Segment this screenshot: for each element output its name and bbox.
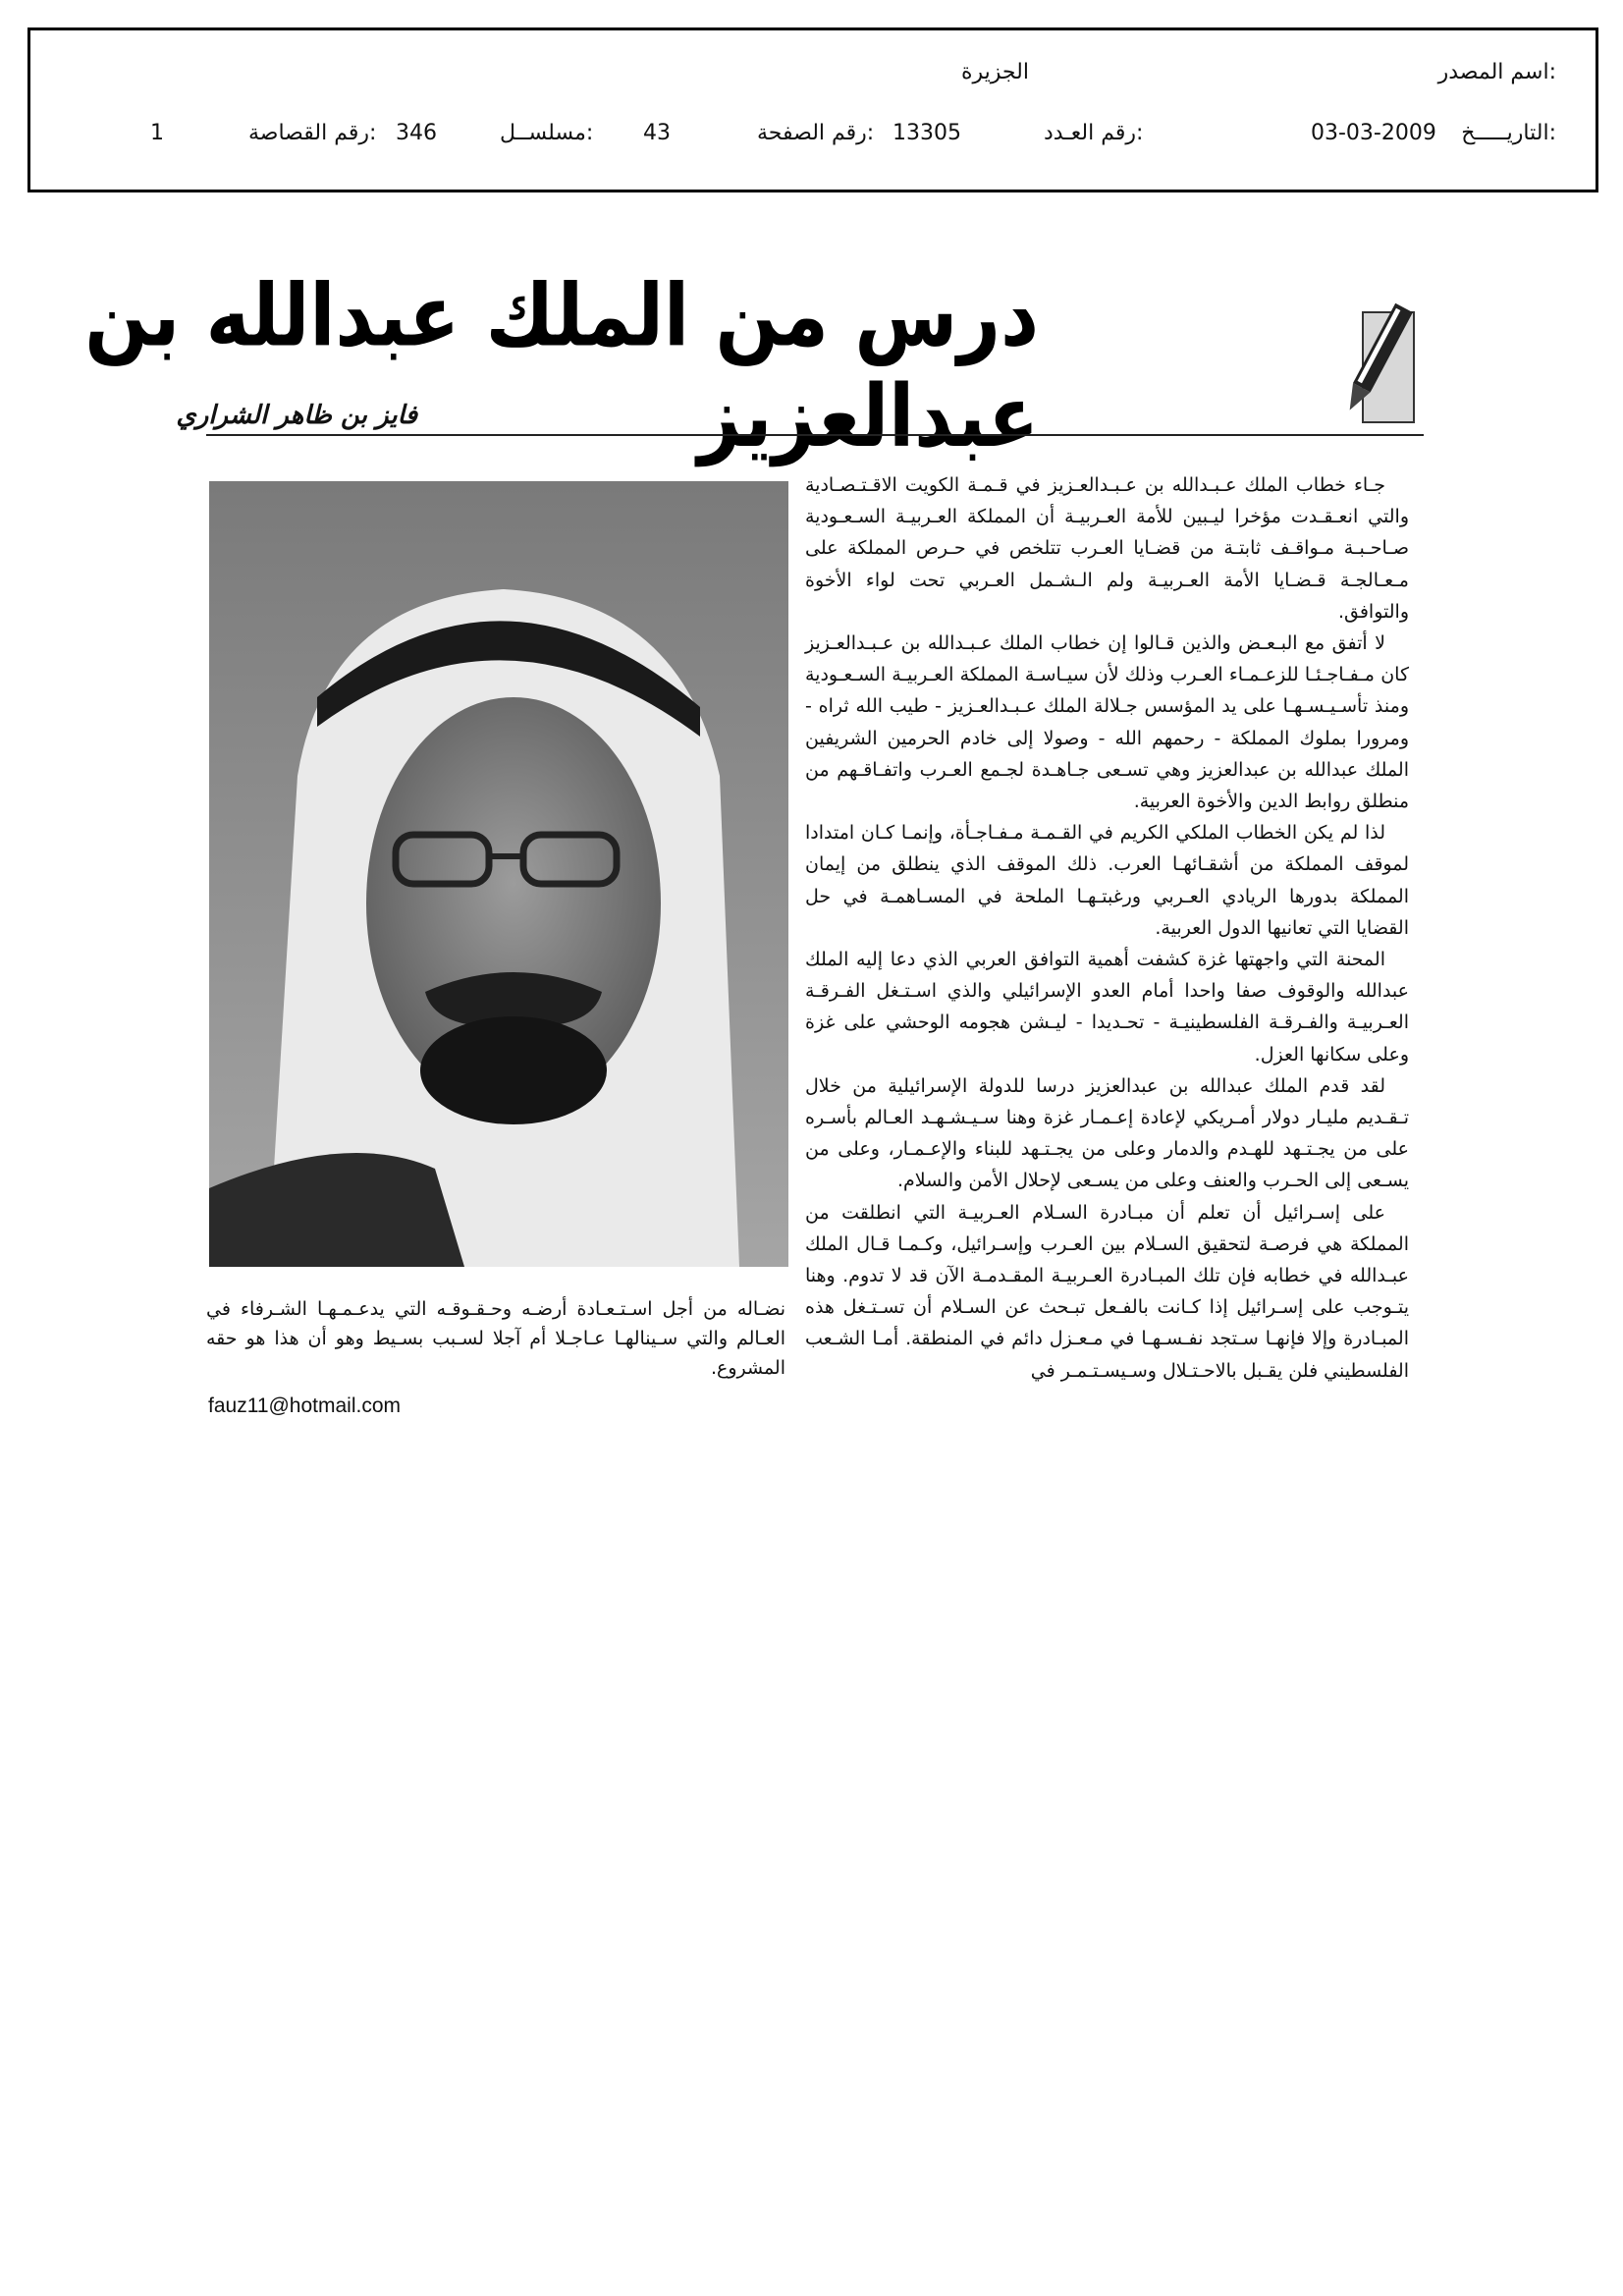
source-label: اسم المصدر: bbox=[1437, 60, 1556, 84]
paragraph: لا أتفق مع البـعـض والذين قـالوا إن خطاب الملك عـبـدالله بن عـبـدالعـزيز كان مـفـاجـئـا للزعـمـاء العـرب وذلك لأن سيـاسـة المملكة العـربيـة السـعـودية ومنذ تأسـيـسـهـا على يد المؤسس جـلالة الملك عـبـدالعـزيز - طيب الله ثراه - ومرورا بملوك المملكة - رحمهم الله - وصولا إلى خادم الحرمين الشريفين الملك عبدالله بن عبدالعزيز وهي تسـعى جـاهـدة لجـمع العـرب واتفـاقـهم من منطلق روابط الدين والأخوة العربية. bbox=[805, 632, 1409, 813]
issue-value: 13305 bbox=[893, 121, 961, 145]
clipping-value: 1 bbox=[150, 121, 164, 145]
paragraph: جـاء خطاب الملك عـبـدالله بن عـبـدالعـزيز في قـمـة الكويت الاقـتـصـادية والتي انعـقـدت مؤخرا ليـبين للأمة العـربيـة أن المملكة العـربيـة السـعـودية صـاحـبـة مـواقـف ثابتـة من قضـايا العـرب تتلخص في حـرص المملكة على مـعـالجـة قـضـايا الأمة العـربيـة ولم الـشـمل العـربي تحت لواء الأخوة والتوافق. bbox=[805, 474, 1409, 623]
source-value: الجزيرة bbox=[961, 60, 1029, 84]
continuation-paragraph: نضـاله من أجل اسـتـعـادة أرضـه وحـقـوقـه التي يدعـمـهـا الشـرفاء في العـالم والتي سـينالهـا عـاجـلا أم آجلا لسـبب بسـيط وهو أن هذا هو حقه المشروع. bbox=[206, 1298, 785, 1379]
serial-label: مسلســل: bbox=[500, 121, 594, 145]
serial-value: 346 bbox=[396, 121, 437, 145]
portrait-photo bbox=[209, 481, 788, 1267]
page-label: رقم الصفحة: bbox=[757, 121, 875, 145]
date-label: التاريـــــخ: bbox=[1461, 121, 1556, 145]
paragraph: لذا لم يكن الخطاب الملكي الكريم في القـمـة مـفـاجـأة، وإنمـا كـان امتدادا لموقف المملكة من أشقـائهـا العرب. ذلك الموقف الذي ينطلق من إيمان المملكة بدورها الريادي العـربي ورغبتـهـا الملحة في المسـاهمـة في حل القضايا التي تعانيها الدول العربية. bbox=[805, 822, 1409, 939]
paragraph: لقد قدم الملك عبدالله بن عبدالعزيز درسا للدولة الإسرائيلية من خلال تـقـديم مليـار دولار أمـريكي لإعادة إعـمـار غزة وهنا سـيـشـهـد العـالم بأسـره على من يجـتـهد للهـدم والدمار وعلى من يجـتـهد للبناء والإعـمـار، وعلى من يسـعى إلى الحـرب والعنف وعلى من يسـعى لإحلال الأمن والسلام. bbox=[805, 1074, 1409, 1192]
clipping-header bbox=[27, 27, 1598, 192]
issue-label: رقم العـدد: bbox=[1044, 121, 1144, 145]
paragraph: على إسـرائيل أن تعلم أن مبـادرة السـلام العـربيـة التي انطلقت من المملكة هي فرصـة لتحقيق السـلام بين العـرب وإسـرائيل، وكـمـا قـال الملك عبـدالله في خطابه فإن تلك المبـادرة العـربيـة المقـدمـة الآن قد لا تدوم. وهنا يتـوجب على إسـرائيل إذا كـانت بالفـعل تبـحث عن السـلام أن تسـتـغل هذه المبـادرة وإلا فإنهـا سـتجد نفـسـهـا في مـعـزل دائم في المنطقة. أمـا الشـعب الفلسطيني فلن يقـبل بالاحـتـلال وسـيسـتـمـر في bbox=[805, 1201, 1409, 1382]
page-value: 43 bbox=[643, 121, 671, 145]
byline-divider bbox=[206, 434, 1424, 436]
paragraph: المحنة التي واجهتها غزة كشفت أهمية التوافق العربي الذي دعا إليه الملك عبدالله والوقوف صفا واحدا أمام العدو الإسرائيلي والذي اسـتـغل الفـرقـة العـربيـة والفـرقـة الفلسطينيـة - تحـديدا - ليـشن هجومه الوحشي على غزة وعلى سكانها العزل. bbox=[805, 949, 1409, 1066]
date-value: 03-03-2009 bbox=[1311, 121, 1436, 145]
article-title: درس من الملك عبدالله بن عبدالعزيز bbox=[84, 265, 1039, 466]
pen-column-logo bbox=[1335, 295, 1424, 432]
author-email: fauz11@hotmail.com bbox=[208, 1394, 402, 1417]
clipping-label: رقم القصاصة: bbox=[248, 121, 377, 145]
article-continuation bbox=[206, 1294, 785, 1383]
author-byline: فايز بن ظاهر الشراري bbox=[176, 401, 417, 430]
article-body bbox=[805, 469, 1409, 1387]
